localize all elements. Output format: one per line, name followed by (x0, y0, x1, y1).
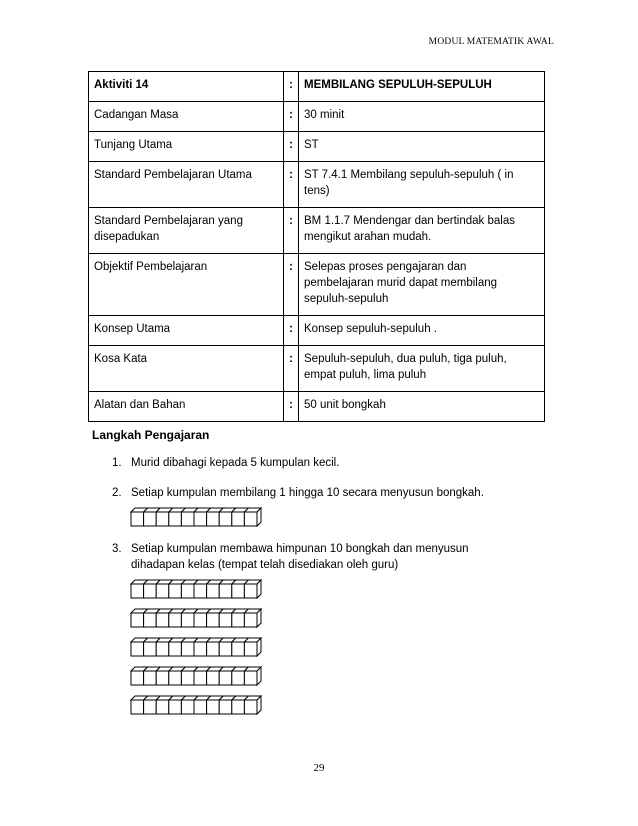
row-value (299, 162, 545, 208)
unit-block (232, 700, 245, 714)
value-line: mengikut arahan mudah. (304, 231, 432, 243)
table-row (89, 208, 545, 254)
value-line: 30 minit (304, 109, 345, 121)
value-line: ST 7.4.1 Membilang sepuluh-sepuluh ( in (304, 169, 514, 181)
unit-block (244, 613, 257, 627)
unit-block (131, 642, 144, 656)
unit-block (207, 671, 220, 685)
unit-block (131, 512, 144, 526)
unit-block (244, 700, 257, 714)
block-row (130, 695, 270, 717)
unit-block (232, 613, 245, 627)
unit-block (194, 613, 207, 627)
unit-block (207, 512, 220, 526)
row-label: Standard Pembelajaran Utama (89, 162, 284, 208)
value-line: sepuluh-sepuluh (304, 293, 389, 305)
row-label: Aktiviti 14 (89, 72, 284, 102)
row-separator: : (284, 102, 299, 132)
table-row (89, 162, 545, 208)
unit-block (207, 642, 220, 656)
unit-block (194, 642, 207, 656)
unit-block (144, 671, 157, 685)
step-text: Setiap kumpulan membawa himpunan 10 bongkah dan menyusun (131, 543, 469, 555)
unit-block (219, 512, 232, 526)
block-row (130, 608, 270, 630)
row-separator: : (284, 346, 299, 392)
block-row (130, 637, 270, 659)
label-line: Standard Pembelajaran yang (94, 215, 243, 227)
unit-block (244, 512, 257, 526)
table-row (89, 102, 545, 132)
row-label: Alatan dan Bahan (89, 392, 284, 422)
unit-block (244, 671, 257, 685)
unit-block (194, 512, 207, 526)
row-label: Cadangan Masa (89, 102, 284, 132)
unit-block (219, 642, 232, 656)
step-number: 3. (112, 543, 122, 555)
value-line: Selepas proses pengajaran dan (304, 261, 467, 273)
unit-block (232, 642, 245, 656)
page-number: 29 (313, 762, 325, 774)
unit-block (194, 700, 207, 714)
unit-block (232, 584, 245, 598)
row-value (299, 102, 545, 132)
unit-block (181, 671, 194, 685)
unit-block (194, 671, 207, 685)
unit-block (219, 613, 232, 627)
value-line: tens) (304, 185, 330, 197)
unit-block (144, 512, 157, 526)
unit-block-side (257, 696, 261, 714)
unit-block (219, 671, 232, 685)
row-separator: : (284, 254, 299, 316)
row-label: Konsep Utama (89, 316, 284, 346)
unit-block (181, 613, 194, 627)
row-separator: : (284, 316, 299, 346)
unit-block (169, 700, 182, 714)
unit-block-side (257, 508, 261, 526)
unit-block (169, 512, 182, 526)
unit-block-side (257, 638, 261, 656)
unit-block-side (257, 667, 261, 685)
row-separator: : (284, 72, 299, 102)
unit-block (169, 671, 182, 685)
value-line: 50 unit bongkah (304, 399, 386, 411)
row-separator: : (284, 208, 299, 254)
row-value (299, 208, 545, 254)
row-label: Kosa Kata (89, 346, 284, 392)
row-value (299, 392, 545, 422)
unit-block (207, 613, 220, 627)
unit-block (169, 584, 182, 598)
step-number: 1. (112, 457, 122, 469)
unit-block (156, 584, 169, 598)
step-number: 2. (112, 487, 122, 499)
unit-block (131, 671, 144, 685)
row-separator: : (284, 392, 299, 422)
row-value (299, 316, 545, 346)
unit-block-side (257, 609, 261, 627)
unit-block (244, 642, 257, 656)
unit-block (131, 700, 144, 714)
step-text: Setiap kumpulan membilang 1 hingga 10 secara menyusun bongkah. (131, 487, 484, 499)
table-row (89, 132, 545, 162)
value-line: BM 1.1.7 Mendengar dan bertindak balas (304, 215, 515, 227)
unit-block (207, 700, 220, 714)
row-value (299, 346, 545, 392)
module-header: MODUL MATEMATIK AWAL (428, 37, 554, 47)
unit-block (219, 584, 232, 598)
value-line: Sepuluh-sepuluh, dua puluh, tiga puluh, (304, 353, 507, 365)
row-label (89, 208, 284, 254)
table-row (89, 316, 545, 346)
unit-block (194, 584, 207, 598)
unit-block (156, 671, 169, 685)
unit-block (207, 584, 220, 598)
steps-title: Langkah Pengajaran (92, 428, 210, 442)
unit-block (181, 584, 194, 598)
unit-block (181, 700, 194, 714)
value-line: empat puluh, lima puluh (304, 369, 427, 381)
row-label: Objektif Pembelajaran (89, 254, 284, 316)
unit-block (144, 613, 157, 627)
table-row (89, 346, 545, 392)
table-row (89, 392, 545, 422)
row-separator: : (284, 162, 299, 208)
unit-block (232, 671, 245, 685)
table-row (89, 254, 545, 316)
block-row (130, 666, 270, 688)
unit-block (169, 642, 182, 656)
row-value (299, 72, 545, 102)
unit-block (232, 512, 245, 526)
value-line: Konsep sepuluh-sepuluh . (304, 323, 437, 335)
unit-block (156, 642, 169, 656)
unit-block (156, 613, 169, 627)
row-label: Tunjang Utama (89, 132, 284, 162)
unit-block (169, 613, 182, 627)
step-text: dihadapan kelas (tempat telah disediakan oleh guru) (131, 559, 399, 571)
unit-block (144, 584, 157, 598)
value-line: MEMBILANG SEPULUH-SEPULUH (304, 79, 492, 91)
block-row (130, 579, 270, 601)
value-line: pembelajaran murid dapat membilang (304, 277, 498, 289)
row-separator: : (284, 132, 299, 162)
unit-block (181, 642, 194, 656)
unit-block (219, 700, 232, 714)
row-value (299, 132, 545, 162)
unit-block (244, 584, 257, 598)
unit-block (144, 642, 157, 656)
unit-block (156, 512, 169, 526)
block-row (130, 507, 270, 529)
unit-block (131, 584, 144, 598)
label-line: disepadukan (94, 231, 160, 243)
unit-block (181, 512, 194, 526)
value-line: ST (304, 139, 319, 151)
activity-info-table (88, 71, 545, 422)
unit-block (156, 700, 169, 714)
unit-block-side (257, 580, 261, 598)
row-value (299, 254, 545, 316)
table-row (89, 72, 545, 102)
unit-block (131, 613, 144, 627)
step-text: Murid dibahagi kepada 5 kumpulan kecil. (131, 457, 340, 469)
unit-block (144, 700, 157, 714)
